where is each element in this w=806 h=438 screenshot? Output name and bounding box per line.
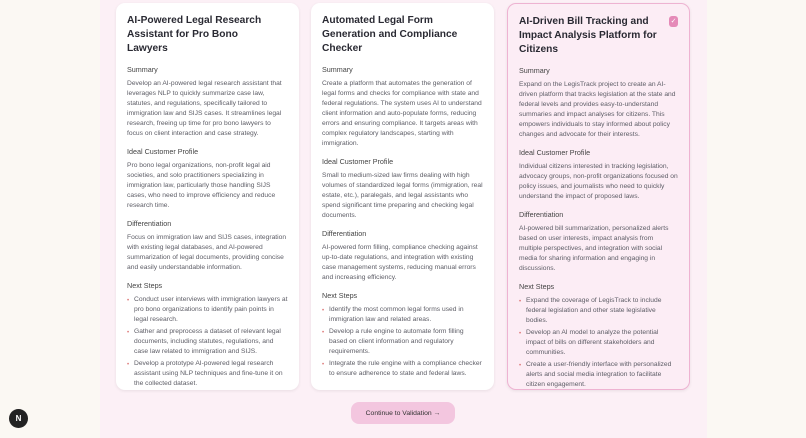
- next-steps-label: Next Steps: [127, 281, 163, 290]
- icp-label: Ideal Customer Profile: [127, 147, 199, 156]
- summary-text: Develop an AI-powered legal research assistant that leverages NLP to quickly summarize case law, statutes, and regulations, specifically tailored to immigration law and SIJS cases. It streamlines legal research, freeing up time for pro bono lawyers to focus on client interaction and case strategy.: [127, 80, 282, 137]
- icp-text: Small to medium-sized law firms dealing with high volumes of standardized legal forms (immigration, real estate, etc.), paralegals, and legal assistants who spend significant time preparing and checking legal documents.: [322, 172, 483, 219]
- summary-label: Summary: [127, 65, 158, 74]
- next-steps-list: [519, 296, 678, 390]
- next-step-item: • Develop a rule engine to automate form filling based on client information and regulatory requirements.: [322, 327, 483, 357]
- next-step-item: • Integrate the rule engine with a compliance checker to ensure adherence to state and federal laws.: [322, 359, 483, 379]
- icp-text: Pro bono legal organizations, non-profit legal aid societies, and solo practitioners specializing in immigration law, particularly those handling SIJS cases, who need to improve efficiency and reduce research time.: [127, 162, 276, 209]
- icp-text: Individual citizens interested in tracking legislation, advocacy groups, non-profit organizations focused on policy issues, and journalists who need to quickly understand the impact of proposed laws.: [519, 163, 678, 200]
- idea-card[interactable]: [311, 3, 494, 390]
- next-step-item: • Develop an AI model to analyze the potential impact of bills on different stakeholders and communities.: [519, 328, 678, 358]
- differentiation-text: Focus on immigration law and SIJS cases, integration with existing legal databases, and AI-powered summarization of legal documents, providing concise and easily understandable information.: [127, 234, 287, 271]
- next-step-item: • Gather and preprocess a dataset of relevant legal documents, including statutes, regulations, and case law related to immigration and SIJS.: [127, 327, 288, 357]
- next-step-item: • Create a user-friendly interface with personalized alerts and social media integration to facilitate citizen engagement.: [519, 360, 678, 390]
- continue-label: Continue to Validation: [365, 409, 432, 417]
- idea-title: Automated Legal Form Generation and Compliance Checker: [322, 15, 458, 54]
- next-step-item: • Develop a prototype AI-powered legal research assistant using NLP techniques and fine-tune it on the collected dataset.: [127, 359, 288, 389]
- icp-label: Ideal Customer Profile: [519, 148, 591, 157]
- differentiation-label: Differentiation: [519, 210, 564, 219]
- continue-to-validation-button[interactable]: [351, 402, 455, 424]
- arrow-right-icon: →: [433, 409, 441, 417]
- summary-label: Summary: [322, 65, 353, 74]
- next-steps-list: [322, 305, 483, 379]
- idea-title: AI-Driven Bill Tracking and Impact Analysis Platform for Citizens: [519, 16, 657, 55]
- differentiation-text: AI-powered bill summarization, personalized alerts based on user interests, impact analysis from multiple perspectives, and integration with social media for sharing information and engaging in discussions.: [519, 225, 669, 272]
- summary-text: Create a platform that automates the generation of legal forms and checks for compliance with state and federal regulations. The system uses AI to understand client information and auto-populate forms, reducing errors and ensuring compliance. It targets areas with complex regulatory landscapes, starting with immigration.: [322, 80, 482, 147]
- n-logo-button[interactable]: N: [9, 409, 28, 428]
- icp-label: Ideal Customer Profile: [322, 157, 394, 166]
- idea-card[interactable]: [116, 3, 299, 390]
- next-step-item: • Expand the coverage of LegisTrack to include federal legislation and other state legislative bodies.: [519, 296, 678, 326]
- checkmark-icon[interactable]: ✓: [670, 18, 677, 25]
- summary-text: Expand on the LegisTrack project to create an AI-driven platform that tracks legislation at the state and federal levels and provides easy-to-understand summaries and impact analyses for citizens. This empowers individuals to stay informed about policy changes and advocate for their interests.: [519, 81, 676, 138]
- idea-title: AI-Powered Legal Research Assistant for Pro Bono Lawyers: [127, 15, 262, 54]
- differentiation-label: Differentiation: [322, 229, 367, 238]
- differentiation-text: AI-powered form filling, compliance checking against up-to-date regulations, and integration with existing case management systems, reducing manual errors and increasing efficiency.: [322, 244, 478, 281]
- next-step-item: • Identify the most common legal forms used in immigration law and related areas.: [322, 305, 483, 325]
- next-steps-label: Next Steps: [519, 282, 555, 291]
- next-step-item: • Conduct user interviews with immigration lawyers at pro bono organizations to identify pain points in legal research.: [127, 295, 288, 325]
- summary-label: Summary: [519, 66, 550, 75]
- idea-card[interactable]: [507, 3, 690, 390]
- next-steps-label: Next Steps: [322, 291, 358, 300]
- differentiation-label: Differentiation: [127, 219, 172, 228]
- next-steps-list: [127, 295, 288, 389]
